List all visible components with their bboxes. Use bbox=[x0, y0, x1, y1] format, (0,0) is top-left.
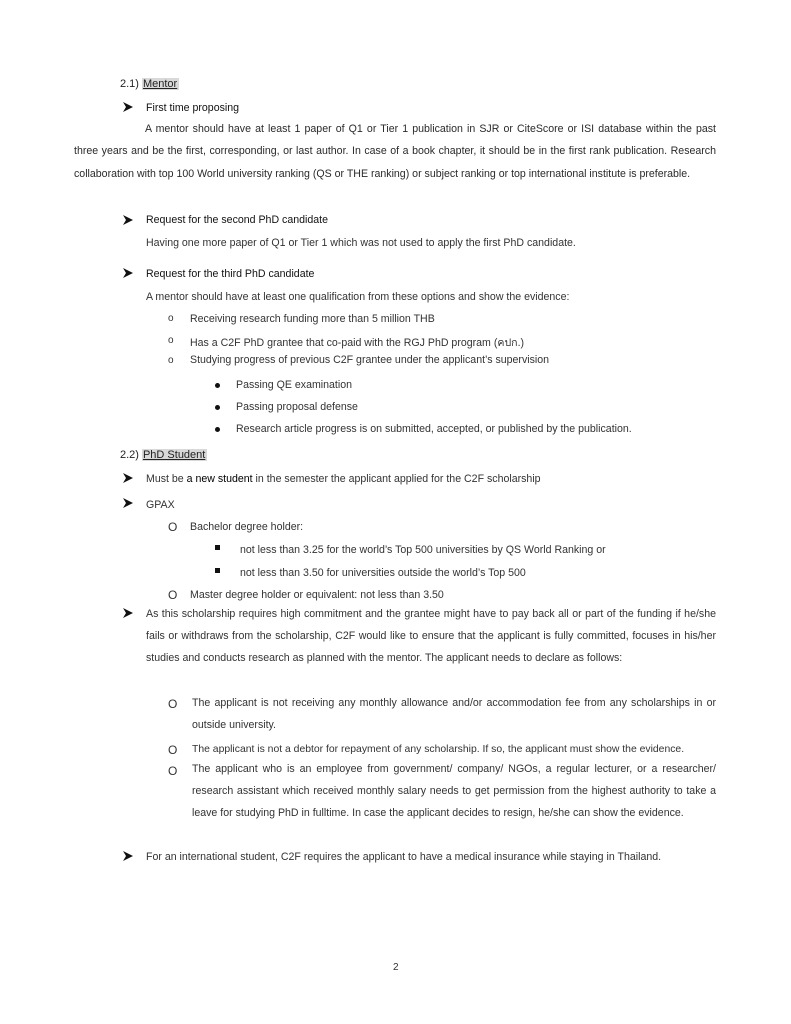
section-title: Mentor bbox=[142, 78, 178, 90]
text-second-candidate: Having one more paper of Q1 or Tier 1 which was not used to apply the first PhD candidate. bbox=[146, 237, 576, 249]
circle-bullet-icon: O bbox=[168, 697, 178, 711]
section-number: 2.1) bbox=[120, 78, 139, 90]
arrow-bullet-icon bbox=[122, 850, 134, 862]
subheading-third-candidate: Request for the third PhD candidate bbox=[146, 268, 315, 280]
text-international: For an international student, C2F requires the applicant to have a medical insurance while staying in Thailand. bbox=[146, 851, 662, 863]
paragraph-commitment: As this scholarship requires high commitment and the grantee might have to pay back all or part of the funding if he/she fails or withdraws from the scholarship, C2F would like to ensure that the applicant is fully committed, focuses in his/her studies and conducts research as planned with the mentor. The applicant needs to declare as follows: bbox=[146, 608, 716, 664]
square-bullet-icon bbox=[215, 568, 220, 573]
circle-bullet-icon: O bbox=[168, 743, 178, 757]
section-heading-student bbox=[120, 449, 207, 461]
circle-bullet-icon: O bbox=[168, 588, 178, 602]
list-item: not less than 3.25 for the world’s Top 500 universities by QS World Ranking or bbox=[240, 544, 606, 556]
text-bachelor: Bachelor degree holder: bbox=[190, 521, 304, 533]
square-bullet-icon bbox=[215, 545, 220, 550]
list-item: The applicant is not a debtor for repayment of any scholarship. If so, the applicant must show the evidence. bbox=[192, 744, 685, 755]
arrow-bullet-icon bbox=[122, 607, 134, 619]
text-master: Master degree holder or equivalent: not less than 3.50 bbox=[190, 589, 444, 601]
section-heading-mentor bbox=[120, 78, 179, 90]
section-title: PhD Student bbox=[142, 449, 206, 461]
list-item: not less than 3.50 for universities outside the world’s Top 500 bbox=[240, 567, 526, 579]
arrow-bullet-icon bbox=[122, 472, 134, 484]
circle-bullet-icon: o bbox=[168, 313, 174, 324]
text-new-student bbox=[146, 473, 541, 485]
text-new-student-emphasis: a new student bbox=[186, 473, 253, 485]
list-item: Receiving research funding more than 5 million THB bbox=[190, 313, 435, 325]
dot-bullet-icon bbox=[215, 427, 220, 432]
list-item: Studying progress of previous C2F grantee under the applicant’s supervision bbox=[190, 354, 550, 366]
arrow-bullet-icon bbox=[122, 101, 134, 113]
list-item: Passing QE examination bbox=[236, 379, 353, 391]
section-number: 2.2) bbox=[120, 449, 139, 461]
page-number: 2 bbox=[393, 962, 399, 973]
dot-bullet-icon bbox=[215, 405, 220, 410]
circle-bullet-icon: O bbox=[168, 764, 178, 778]
list-item: Passing proposal defense bbox=[236, 401, 358, 413]
circle-bullet-icon: O bbox=[168, 520, 178, 534]
list-item: The applicant is not receiving any monthly allowance and/or accommodation fee from any scholarships in or outside university. bbox=[192, 697, 716, 731]
subheading-second-candidate: Request for the second PhD candidate bbox=[146, 214, 328, 226]
label-gpax: GPAX bbox=[146, 499, 175, 511]
arrow-bullet-icon bbox=[122, 267, 134, 279]
text-new-student-prefix: Must be bbox=[146, 473, 187, 485]
text-new-student-suffix: in the semester the applicant applied for the C2F scholarship bbox=[252, 473, 541, 485]
circle-bullet-icon: o bbox=[168, 355, 174, 366]
arrow-bullet-icon bbox=[122, 214, 134, 226]
list-item: Has a C2F PhD grantee that co-paid with the RGJ PhD program (คปก.) bbox=[190, 337, 525, 349]
list-item: The applicant who is an employee from government/ company/ NGOs, a regular lecturer, or a researcher/ research assistant which received monthly salary needs to get permission from the highest authority to take a leave for studying PhD in fulltime. In case the applicant decides to resign, he/she can show the evidence. bbox=[192, 763, 716, 819]
subheading-first-time: First time proposing bbox=[146, 102, 240, 114]
arrow-bullet-icon bbox=[122, 497, 134, 509]
paragraph-first-time: A mentor should have at least 1 paper of Q1 or Tier 1 publication in SJR or CiteScore or ISI database within the past three years and be the first, corresponding, or last author. In case of a book chapter, it should be in the first rank publication. Research collaboration with top 100 World university ranking (QS or THE ranking) or subject ranking or top international institute is preferable. bbox=[74, 123, 716, 180]
text-third-intro: A mentor should have at least one qualification from these options and show the evidence: bbox=[146, 291, 570, 303]
dot-bullet-icon bbox=[215, 383, 220, 388]
list-item: Research article progress is on submitted, accepted, or published by the publication. bbox=[236, 423, 632, 435]
circle-bullet-icon: o bbox=[168, 335, 174, 346]
